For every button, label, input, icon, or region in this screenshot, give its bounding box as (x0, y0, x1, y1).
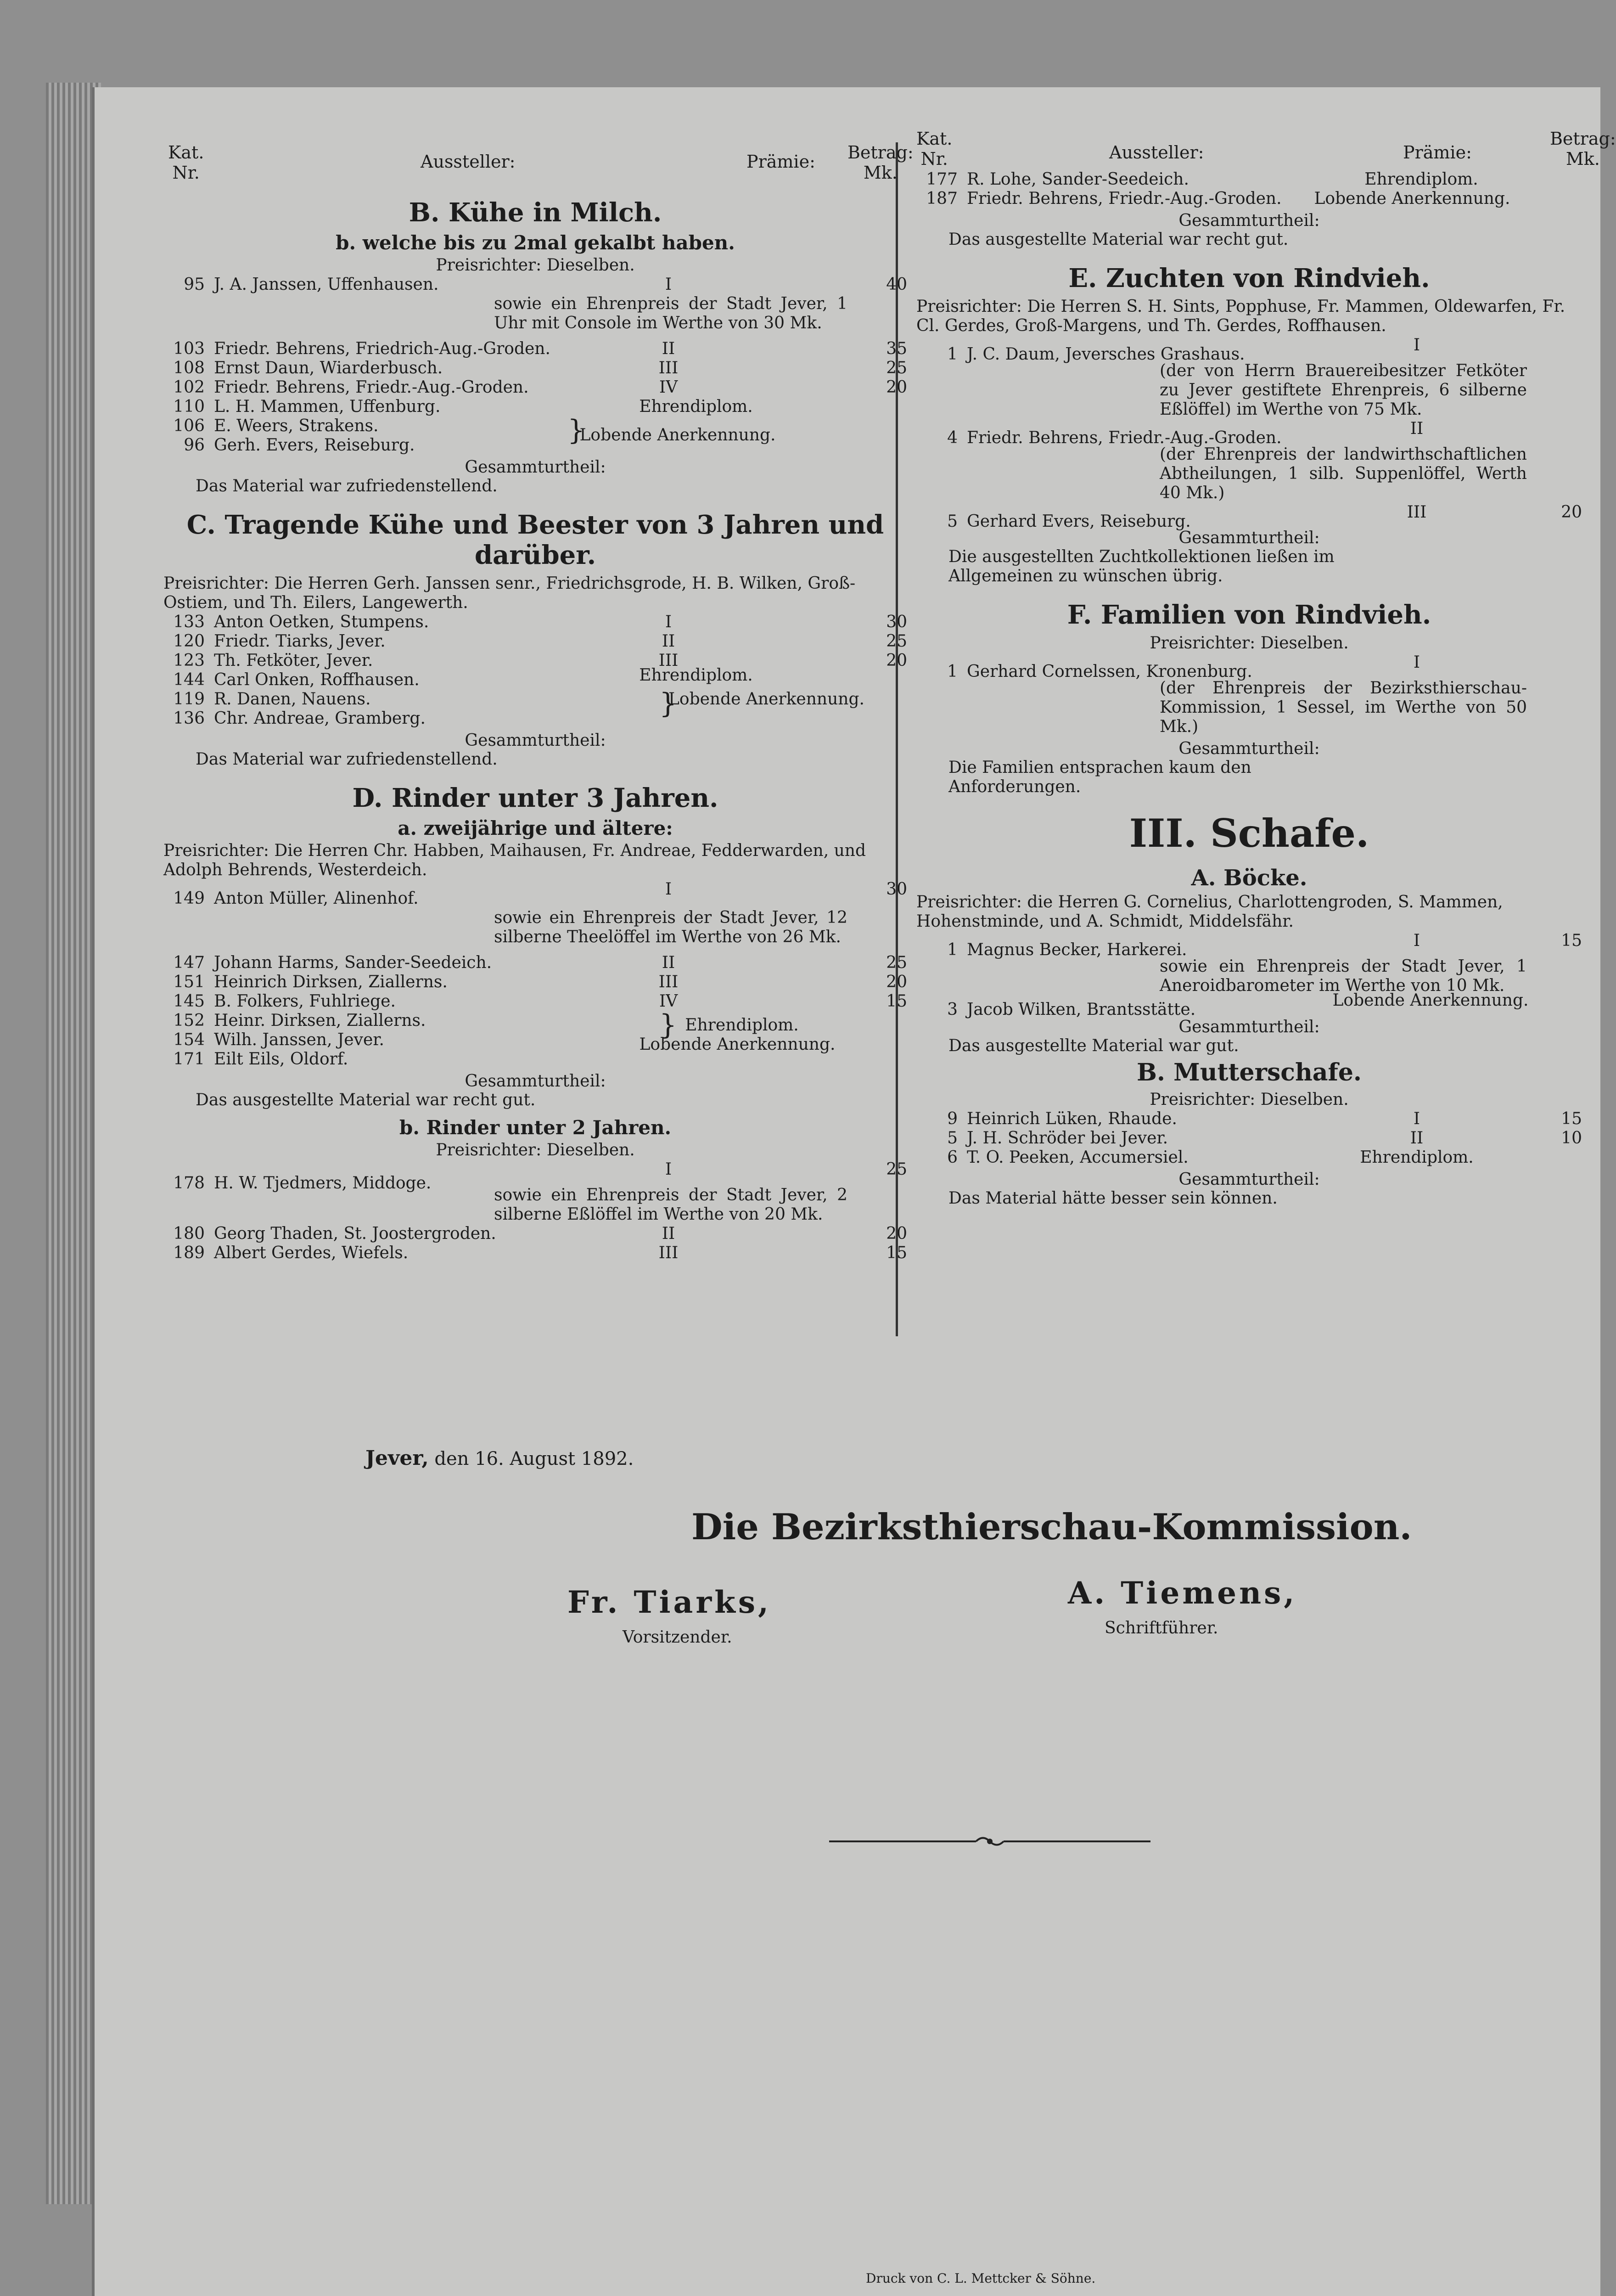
table-row: 136 Chr. Andreae, Gramberg. (173, 709, 426, 728)
table-row: 5 J. H. Schröder bei Jever. II 10 (947, 1129, 1582, 1148)
section-title: F. Familien von Rindvieh. (1067, 600, 1431, 630)
secretary-role: Schriftführer. (1105, 1619, 1218, 1638)
table-row: 154 Wilh. Janssen, Jever. Lobende Anerkennung. (173, 1030, 836, 1054)
place-date: Jever, den 16. August 1892. (365, 1446, 634, 1470)
table-row: 96 Gerh. Evers, Reiseburg. (184, 436, 415, 455)
table-row: 1 Magnus Becker, Harkerei. I 15 (947, 931, 1582, 959)
table-row: 177 R. Lohe, Sander-Seedeich. Ehrendiplom. (926, 170, 1478, 189)
judges: Preisrichter: Dieselben. (436, 256, 635, 275)
section-title: C. Tragende Kühe und Beester von 3 Jahren und darüber. (186, 510, 884, 570)
section-title: D. Rinder unter 3 Jahren. (352, 783, 718, 813)
header-betrag: Betrag: Mk. (1550, 129, 1616, 169)
verdict-label: Gesammturtheil: (1178, 211, 1320, 230)
table-row: 178 H. W. Tjedmers, Middoge. I 25 (173, 1160, 907, 1193)
table-row: 123 Th. Fetköter, Jever. III 20 (173, 651, 907, 670)
judges: Preisrichter: Die Herren S. H. Sints, Popphuse, Fr. Mammen, Oldewarfen, Fr. Cl. Gerdes, Groß-Margens, und Th. Gerdes, Roffhausen. (916, 297, 1566, 335)
verdict-label: Gesammturtheil: (1178, 1170, 1320, 1189)
table-header (163, 142, 914, 193)
verdict: Das ausgestellte Material war gut. (948, 1036, 1239, 1055)
table-row: 5 Gerhard Evers, Reiseburg. III 20 (947, 503, 1582, 531)
verdict-label: Gesammturtheil: (465, 731, 606, 750)
verdict-label: Gesammturtheil: (1178, 739, 1320, 758)
table-row: 1 Gerhard Cornelssen, Kronenburg. I (947, 653, 1420, 681)
table-row: 120 Friedr. Tiarks, Jever. II 25 (173, 632, 907, 651)
table-row: 4 Friedr. Behrens, Friedr.-Aug.-Groden. II (947, 419, 1424, 447)
prize-note: sowie ein Ehrenpreis der Stadt Jever, 1 Uhr mit Console im Werthe von 30 Mk. (494, 294, 847, 332)
table-row: 95 J. A. Janssen, Uffenhausen. I 40 (184, 275, 907, 294)
commission-title: Die Bezirksthierschau-Kommission. (691, 1506, 1412, 1548)
table-row: 189 Albert Gerdes, Wiefels. III 15 (173, 1244, 907, 1262)
section-subtitle: b. welche bis zu 2mal gekalbt haben. (336, 231, 735, 254)
prize-note: sowie ein Ehrenpreis der Stadt Jever, 2 silberne Eßlöffel im Werthe von 20 Mk. (494, 1186, 847, 1224)
table-row: 119 R. Danen, Nauens. } Lobende Anerkennung. (173, 687, 864, 720)
judges: Preisrichter: Dieselben. (436, 1141, 635, 1159)
header-kat: Kat. Nr. (916, 129, 953, 169)
verdict: Das ausgestellte Material war recht gut. (948, 230, 1289, 249)
section-title: B. Mutterschafe. (1136, 1058, 1362, 1086)
table-row: 145 B. Folkers, Fuhlriege. IV 15 (173, 992, 907, 1011)
table-row: 152 Heinr. Dirksen, Ziallerns. } Ehrendiplom. (173, 1009, 799, 1041)
table-row: 187 Friedr. Behrens, Friedr.-Aug.-Groden. Lobende Anerkennung. (926, 189, 1510, 208)
verdict: Die Familien entsprachen kaum den Anforderungen. (948, 758, 1251, 796)
header-praemie: Prämie: (746, 152, 815, 172)
verdict: Das Material hätte besser sein können. (948, 1189, 1278, 1208)
verdict: Die ausgestellten Zuchtkollektionen ließen im Allgemeinen zu wünschen übrig. (948, 547, 1335, 585)
prize-note: sowie ein Ehrenpreis der Stadt Jever, 12 silberne Theelöffel im Werthe von 26 Mk. (494, 908, 847, 946)
verdict: Das ausgestellte Material war recht gut. (196, 1091, 536, 1109)
prize-note: sowie ein Ehrenpreis der Stadt Jever, 1 Aneroidbarometer im Werthe von 10 Mk. (1160, 957, 1527, 995)
header-kat: Kat. Nr. (168, 142, 204, 183)
table-row: 180 Georg Thaden, St. Joostergroden. II 20 (173, 1224, 907, 1243)
left-column (163, 142, 914, 1263)
verdict: Das Material war zufriedenstellend. (196, 750, 498, 769)
ornament-rule (829, 1832, 1150, 1851)
table-row: 9 Heinrich Lüken, Rhaude. I 15 (947, 1109, 1582, 1128)
section-title: III. Schafe. (1129, 810, 1369, 856)
table-row: 147 Johann Harms, Sander-Seedeich. II 25 (173, 953, 907, 972)
verdict-label: Gesammturtheil: (465, 1072, 606, 1091)
table-row: 102 Friedr. Behrens, Friedr.-Aug.-Groden. IV 20 (173, 378, 907, 397)
section-title: E. Zuchten von Rindvieh. (1068, 263, 1430, 293)
prize-note: (der Ehrenpreis der Bezirksthierschau-Kommission, 1 Sessel, im Werthe von 50 Mk.) (1160, 679, 1527, 736)
verdict: Das Material war zufriedenstellend. (196, 477, 498, 495)
table-row: 144 Carl Onken, Roffhausen. Ehrendiplom. (173, 666, 753, 689)
table-row: 151 Heinrich Dirksen, Ziallerns. III 20 (173, 973, 907, 991)
judges: Preisrichter: Dieselben. (1150, 1090, 1349, 1109)
header-praemie: Prämie: (1403, 142, 1472, 163)
header-betrag: Betrag: Mk. (847, 142, 914, 183)
printer-imprint: Druck von C. L. Mettcker & Söhne. (866, 2271, 1096, 2286)
table-row: 1 J. C. Daum, Jeversches Grashaus. I (947, 336, 1420, 364)
judges: Preisrichter: die Herren G. Cornelius, Charlottengroden, S. Mammen, Hohenstminde, und A. Schmidt, Middelsfähr. (916, 893, 1503, 931)
table-header (916, 129, 1616, 170)
section-title: B. Kühe in Milch. (409, 197, 662, 228)
prize-note: (der von Herrn Brauereibesitzer Fetköter zu Jever gestiftete Ehrenpreis, 6 silberne Eßlöffel) im Werthe von 75 Mk. (1160, 361, 1527, 419)
prize-note: (der Ehrenpreis der landwirthschaftlichen Abtheilungen, 1 silb. Suppenlöffel, Werth 40 Mk.) (1160, 445, 1527, 502)
table-row: 110 L. H. Mammen, Uffenburg. Ehrendiplom. (173, 397, 753, 416)
table-row: 3 Jacob Wilken, Brantsstätte. Lobende Anerkennung. (947, 991, 1529, 1019)
table-row: 106 E. Weers, Strakens. } Lobende Anerkennung. (173, 414, 776, 446)
verdict-label: Gesammturtheil: (1178, 529, 1320, 547)
table-row: 103 Friedr. Behrens, Friedrich-Aug.-Groden. II 35 (173, 339, 907, 358)
section-subtitle: a. zweijährige und ältere: (398, 817, 673, 839)
header-aussteller: Aussteller: (1109, 142, 1204, 163)
table-row: 108 Ernst Daun, Wiarderbusch. III 25 (173, 359, 907, 377)
verdict-label: Gesammturtheil: (1178, 1018, 1320, 1036)
section-subtitle: b. Rinder unter 2 Jahren. (399, 1116, 672, 1139)
table-row: 133 Anton Oetken, Stumpens. I 30 (173, 613, 907, 631)
table-row: 149 Anton Müller, Alinenhof. I 30 (173, 880, 907, 908)
judges: Preisrichter: Dieselben. (1150, 634, 1349, 653)
verdict-label: Gesammturtheil: (465, 458, 606, 477)
section-subtitle: A. Böcke. (1191, 865, 1307, 891)
chairman-role: Vorsitzender. (623, 1628, 732, 1647)
signature-secretary: A. Tiemens, (1068, 1575, 1297, 1611)
document-page (92, 87, 1616, 2296)
right-column (916, 129, 1616, 1208)
judges: Preisrichter: Die Herren Chr. Habben, Maihausen, Fr. Andreae, Fedderwarden, und Adolph Behrends, Westerdeich. (163, 841, 866, 879)
table-row: 171 Eilt Eils, Oldorf. (173, 1050, 348, 1069)
signature-chairman: Fr. Tiarks, (567, 1584, 771, 1620)
judges: Preisrichter: Die Herren Gerh. Janssen senr., Friedrichsgrode, H. B. Wilken, Groß-Ostiem, und Th. Eilers, Langewerth. (163, 574, 856, 612)
table-row: 6 T. O. Peeken, Accumersiel. Ehrendiplom. (947, 1148, 1474, 1167)
header-aussteller: Aussteller: (421, 152, 516, 172)
